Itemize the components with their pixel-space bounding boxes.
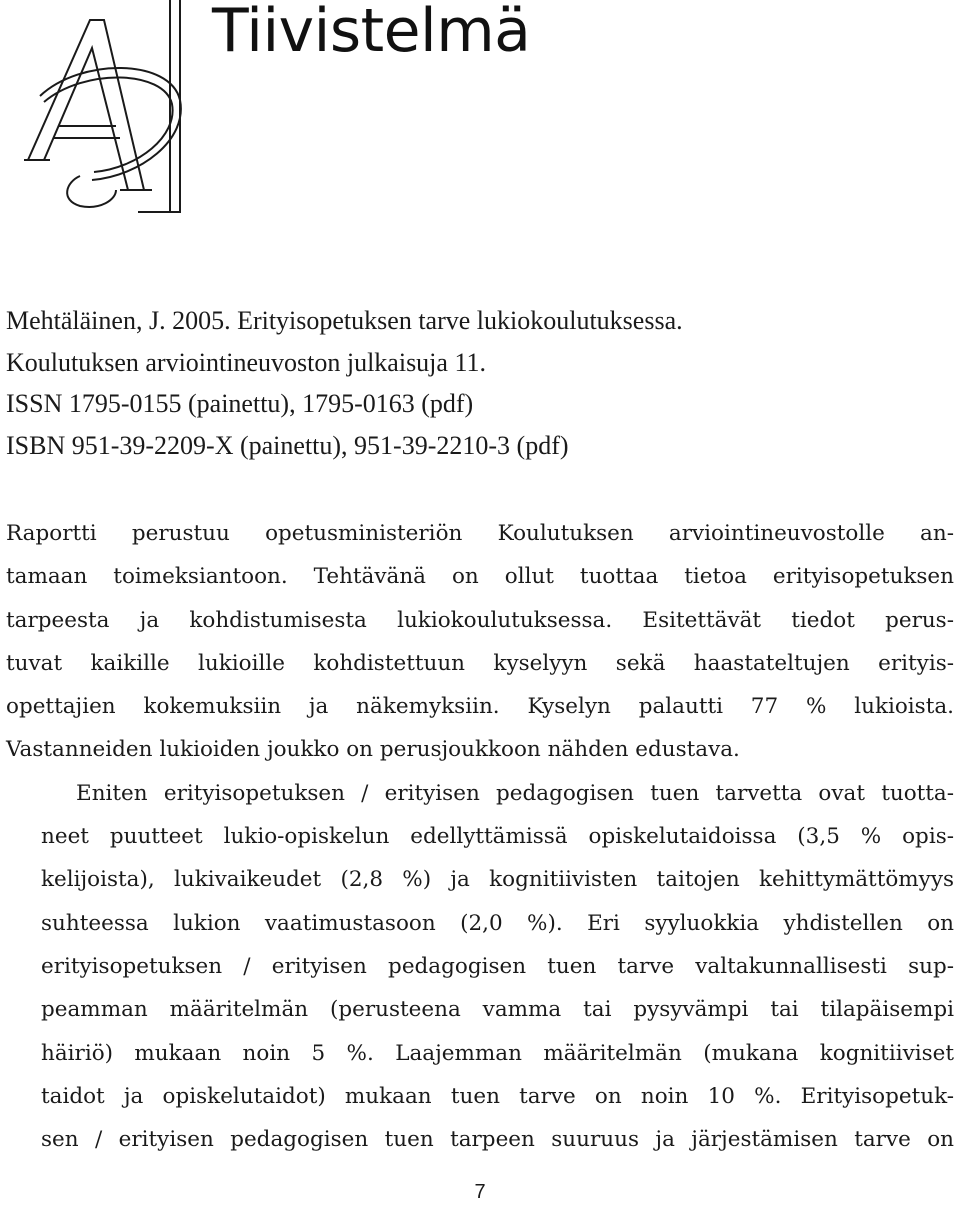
text-line: opettajien kokemuksiin ja näkemyksiin. Kyselyn palautti 77 % lukioista. <box>6 694 954 720</box>
abstract-paragraph <box>6 512 954 772</box>
bibliographic-citation <box>6 300 956 466</box>
text-line: tamaan toimeksiantoon. Tehtävänä on ollut tuottaa tietoa erityisopetuksen <box>6 564 954 590</box>
text-line: Eniten erityisopetuksen / erityisen pedagogisen tuen tarvetta ovat tuotta- <box>76 780 954 806</box>
page-title: Tiivistelmä <box>212 0 531 66</box>
abstract-paragraph <box>6 772 954 1162</box>
publisher-logo-icon <box>20 0 190 220</box>
text-line: neet puutteet lukio-opiskelun edellyttämissä opiskelutaidoissa (3,5 % opis- <box>41 824 954 850</box>
citation-line: ISBN 951-39-2209-X (painettu), 951-39-2210-3 (pdf) <box>6 430 569 460</box>
text-line: Vastanneiden lukioiden joukko on perusjoukkoon nähden edustava. <box>6 737 740 763</box>
text-line: sen / erityisen pedagogisen tuen tarpeen suuruus ja järjestämisen tarve on <box>41 1127 954 1153</box>
text-line: Raportti perustuu opetusministeriön Koulutuksen arviointineuvostolle an- <box>6 521 954 546</box>
text-line: tuvat kaikille lukioille kohdistettuun kyselyyn sekä haastateltujen erityis- <box>6 650 954 676</box>
text-line: häiriö) mukaan noin 5 %. Laajemman määritelmän (mukana kognitiiviset <box>41 1040 954 1066</box>
text-line: tarpeesta ja kohdistumisesta lukiokoulutuksessa. Esitettävät tiedot perus- <box>6 607 954 633</box>
text-line: peamman määritelmän (perusteena vamma tai pysyvämpi tai tilapäisempi <box>41 997 954 1023</box>
citation-line: Koulutuksen arviointineuvoston julkaisuja 11. <box>6 347 486 377</box>
citation-line: Mehtäläinen, J. 2005. Erityisopetuksen tarve lukiokoulutuksessa. <box>6 306 683 335</box>
text-line: kelijoista), lukivaikeudet (2,8 %) ja kognitiivisten taitojen kehittymättömyys <box>41 867 954 893</box>
abstract-body <box>6 512 954 1161</box>
text-line: suhteessa lukion vaatimustasoon (2,0 %). Eri syyluokkia yhdistellen on <box>41 910 954 936</box>
text-line: taidot ja opiskelutaidot) mukaan tuen tarve on noin 10 %. Erityisopetuk- <box>41 1083 954 1109</box>
page-number: 7 <box>474 1181 486 1203</box>
text-line: erityisopetuksen / erityisen pedagogisen tuen tarve valtakunnallisesti sup- <box>41 953 954 979</box>
citation-line: ISSN 1795-0155 (painettu), 1795-0163 (pdf) <box>6 389 474 418</box>
